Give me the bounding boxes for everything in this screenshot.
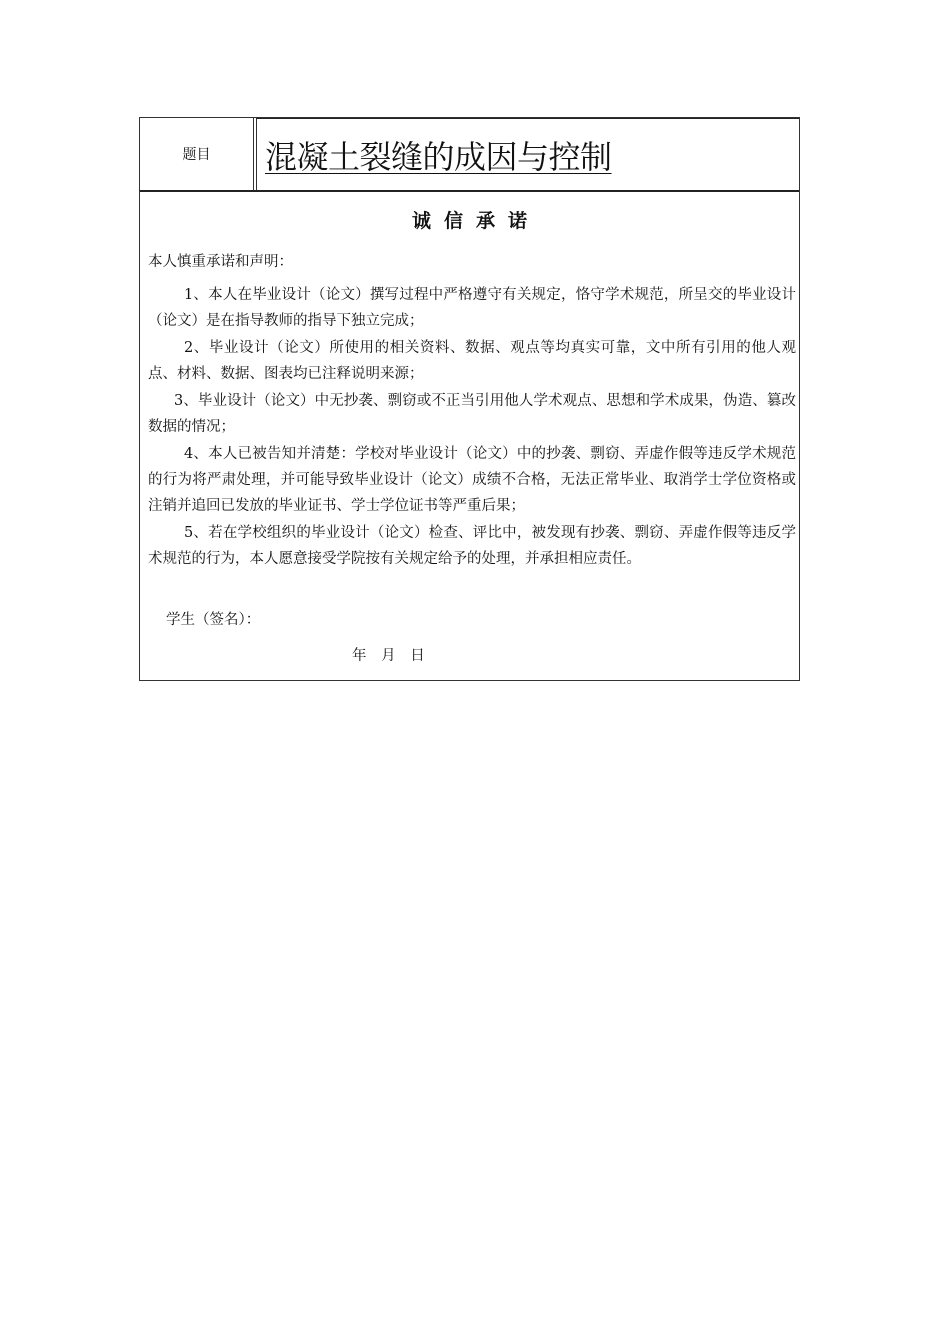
- title-cell: [256, 118, 799, 190]
- thesis-title: 混凝土裂缝的成因与控制: [265, 137, 612, 176]
- pledge-item-2: 2、毕业设计（论文）所使用的相关资料、数据、观点等均真实可靠，文中所有引用的他人观点、材料、数据、图表均已注释说明来源；: [148, 340, 796, 382]
- pledge-intro: 本人慎重承诺和声明：: [148, 254, 293, 270]
- date-label: 年 月 日: [352, 648, 425, 664]
- pledge-item-3: 3、毕业设计（论文）中无抄袭、剽窃或不正当引用他人学术观点、思想和学术成果，伪造、篡改数据的情况；: [148, 393, 796, 435]
- integrity-pledge-form: [139, 117, 800, 681]
- title-row: [140, 118, 799, 192]
- pledge-item-5: 5、若在学校组织的毕业设计（论文）检查、评比中，被发现有抄袭、剽窃、弄虚作假等违反学术规范的行为，本人愿意接受学院按有关规定给予的处理，并承担相应责任。: [148, 525, 796, 567]
- title-label: 题目: [140, 118, 254, 190]
- pledge-heading: 诚信承诺: [411, 210, 540, 232]
- pledge-item-4: 4、本人已被告知并清楚：学校对毕业设计（论文）中的抄袭、剽窃、弄虚作假等违反学术规范的行为将严肃处理，并可能导致毕业设计（论文）成绩不合格，无法正常毕业、取消学士学位资格或注销并追回已发放的毕业证书、学士学位证书等严重后果；: [148, 446, 796, 514]
- pledge-body: [148, 249, 796, 573]
- pledge-item-1: 1、本人在毕业设计（论文）撰写过程中严格遵守有关规定，恪守学术规范，所呈交的毕业设计（论文）是在指导教师的指导下独立完成；: [148, 287, 796, 329]
- student-signature-label: 学生（签名）：: [166, 612, 261, 628]
